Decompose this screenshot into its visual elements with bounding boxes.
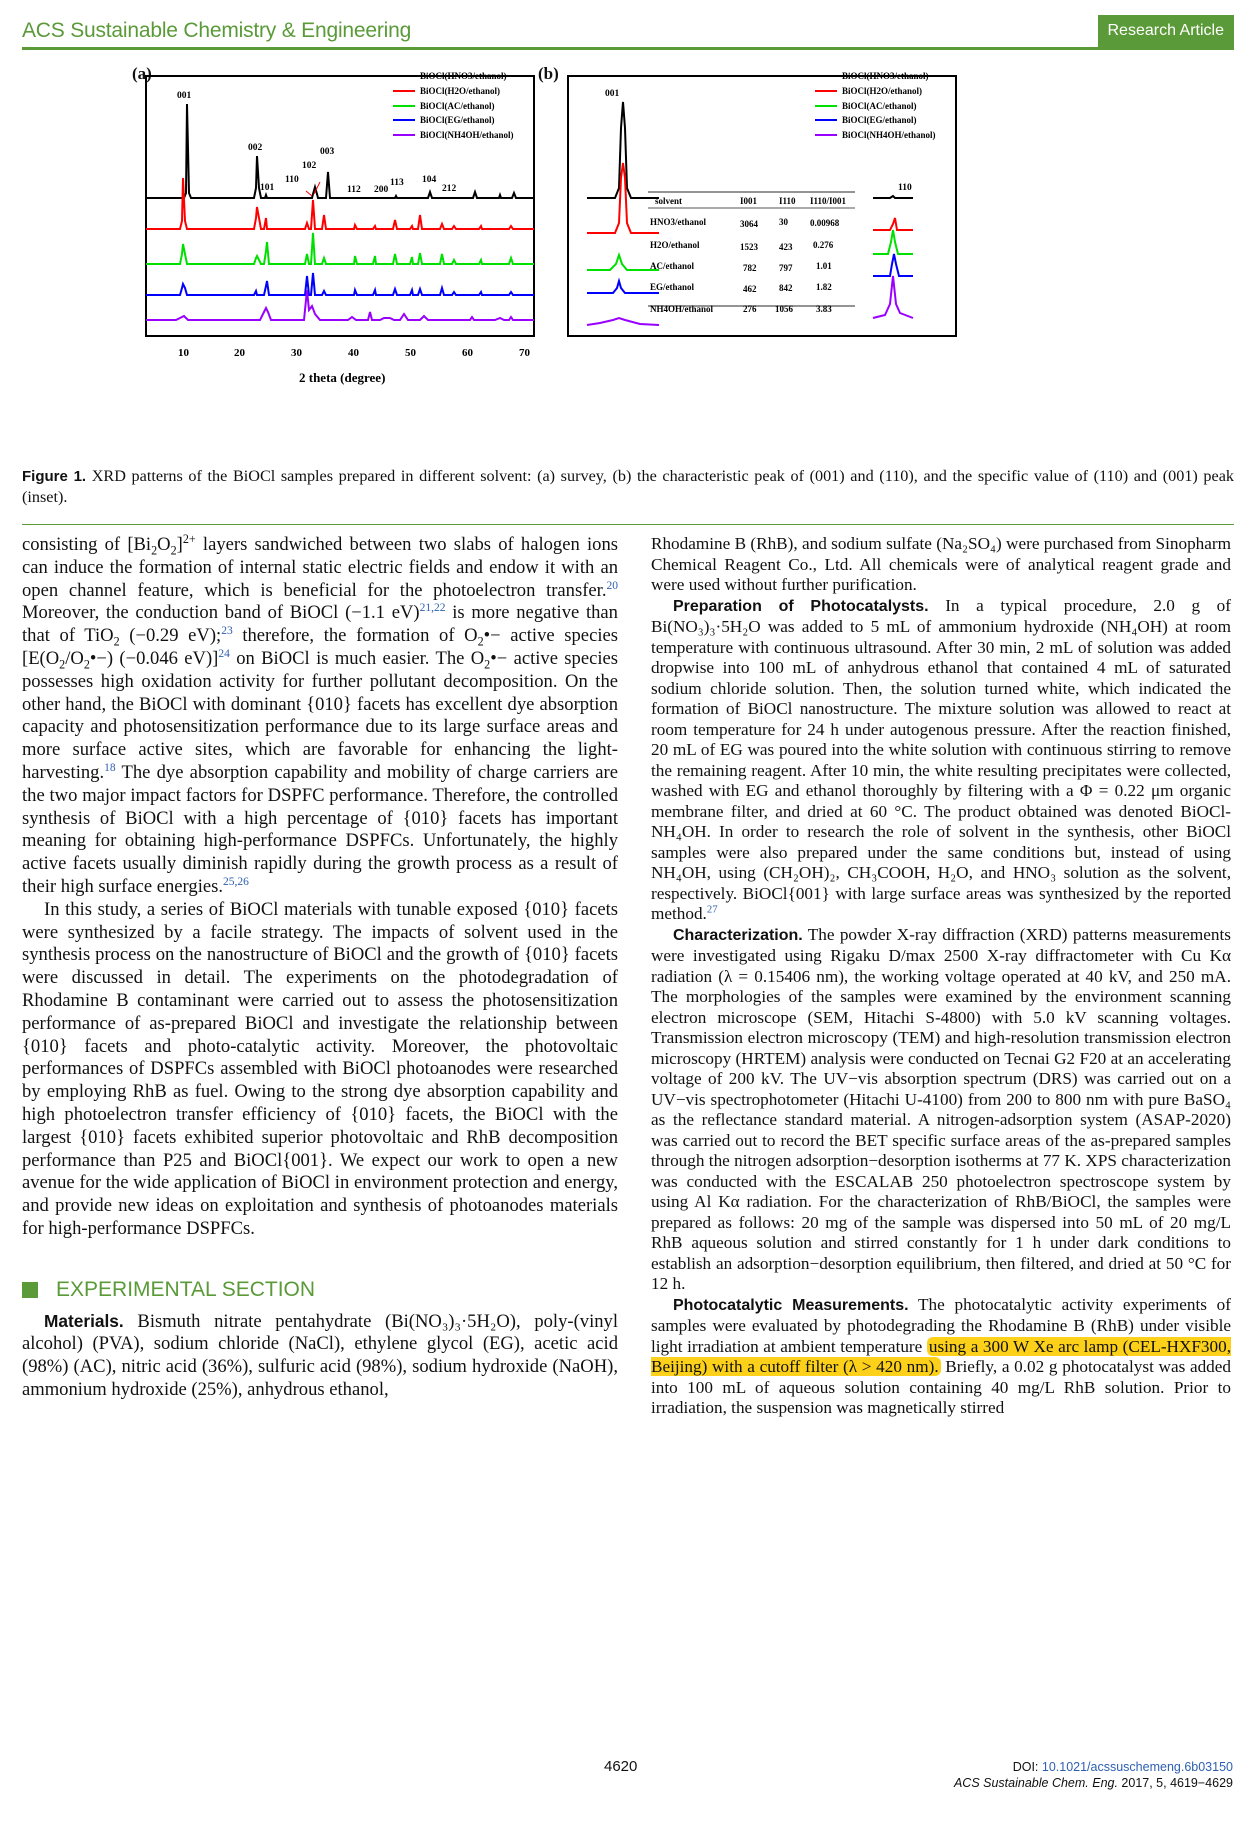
svg-text:0.276: 0.276 bbox=[813, 240, 834, 250]
peak-label-002: 002 bbox=[248, 143, 263, 153]
journal-title: ACS Sustainable Chemistry & Engineering bbox=[22, 19, 412, 42]
caption-text: XRD patterns of the BiOCl samples prepared in different solvent: (a) survey, (b) the characteristic peak of (001) and (110), and the specific value of (110) and (001) peak (inset). bbox=[22, 467, 1234, 506]
svg-text:60: 60 bbox=[462, 347, 473, 359]
citation-link[interactable]: 24 bbox=[218, 647, 230, 660]
svg-text:30: 30 bbox=[779, 217, 788, 227]
figure-caption bbox=[22, 466, 1234, 508]
peak-label-104: 104 bbox=[422, 175, 437, 185]
peak-label-113: 113 bbox=[390, 178, 404, 188]
peak-label-212: 212 bbox=[442, 184, 457, 194]
svg-text:3.83: 3.83 bbox=[816, 304, 832, 314]
svg-text:276: 276 bbox=[743, 304, 757, 314]
svg-text:H2O/ethanol: H2O/ethanol bbox=[650, 240, 700, 250]
svg-text:I001: I001 bbox=[740, 196, 758, 206]
svg-text:462: 462 bbox=[743, 284, 757, 294]
svg-text:BiOCl(HNO3/ethanol): BiOCl(HNO3/ethanol) bbox=[420, 71, 507, 81]
svg-text:797: 797 bbox=[779, 263, 793, 273]
svg-text:782: 782 bbox=[743, 263, 757, 273]
page-header bbox=[22, 18, 1234, 50]
intro-paragraph-1: consisting of $[Bi_2O_2]^{2+}$ layers sandwiched between two slabs of halogen ions can induce the formation of internal static electric fields and endow it with an open channel feature, which is beneficial for the photoelectron transfer.$^{20}$ Moreover, the conduction band of BiOCl (−1.1 eV)$^{21,22}$ is more negative than that of TiO$_2$ (−0.29 eV);$^{23}$ therefore, the formation of $O_2•-$ active species [$E(O_2/O_2•-)$ (−0.046 eV)]$^{24}$ on BiOCl is much easier. The $O_2•-$ active species possesses high oxidation activity for further pollutant decomposition. On the other hand, the BiOCl with dominant {010} facets has excellent dye absorption capacity and photosensitization performance due to its large surface areas and more surface active sites, which are favorable for enhancing the light-harvesting.$^{18}$ The dye absorption capability and mobility of charge carriers are the two major impact factors for DSPFC performance. Therefore, the controlled synthesis of BiOCl with a high percentage of {010} facets has important meaning for obtaining high-performance DSPFCs. Unfortunately, the highly active facets usually diminish rapidly during the growth process as a result of their high surface energies.$^{25,26}$ bbox=[22, 531, 618, 897]
legend-a bbox=[393, 71, 514, 140]
svg-text:EG/ethanol: EG/ethanol bbox=[650, 282, 695, 292]
svg-text:40: 40 bbox=[348, 347, 359, 359]
peak-label-112: 112 bbox=[347, 185, 361, 195]
svg-text:1.82: 1.82 bbox=[816, 282, 832, 292]
svg-text:842: 842 bbox=[779, 283, 793, 293]
svg-text:30: 30 bbox=[291, 347, 302, 359]
caption-divider bbox=[22, 524, 1234, 525]
svg-text:70: 70 bbox=[519, 347, 530, 359]
peak-label-101: 101 bbox=[260, 183, 275, 193]
svg-text:20: 20 bbox=[234, 347, 245, 359]
legend-b bbox=[815, 71, 936, 140]
x-axis-label: 2 theta (degree) bbox=[299, 370, 386, 385]
svg-text:BiOCl(H2O/ethanol): BiOCl(H2O/ethanol) bbox=[842, 86, 923, 96]
svg-text:1056: 1056 bbox=[775, 304, 793, 314]
peak-label-003: 003 bbox=[320, 147, 335, 157]
citation-link[interactable]: 20 bbox=[606, 579, 618, 592]
doi-link[interactable]: 10.1021/acssuschemeng.6b03150 bbox=[1041, 1760, 1233, 1774]
page-number: 4620 bbox=[604, 1758, 638, 1775]
left-column bbox=[22, 531, 618, 1402]
right-column bbox=[651, 534, 1231, 1419]
svg-text:BiOCl(AC/ethanol): BiOCl(AC/ethanol) bbox=[420, 101, 495, 111]
svg-text:10: 10 bbox=[178, 347, 189, 359]
intro-paragraph-2: In this study, a series of BiOCl materials with tunable exposed {010} facets were synthesized by a facile strategy. The impacts of solvent used in the synthesis process on the nanostructure of BiOCl and the growth of {010} facets were discussed in detail. The experiments on the photodegradation of Rhodamine B contaminant were carried out to assess the photosensitization performance of as-prepared BiOCl and investigate the relationship between {010} facets and photo-catalytic activity. Moreover, the photovoltaic performances of DSPFCs assembled with BiOCl photoanodes were researched by employing RhB as fuel. Owing to the strong dye absorption capability and high photoelectron transfer efficiency of {010} facets, the BiOCl with the largest {010} facets exhibited superior photovoltaic and RhB decomposition performance than P25 and BiOCl{001}. We expect our work to open a new avenue for the wide application of BiOCl in environment protection and energy, and provide new ideas on exploitation and synthesis of photoanodes materials for high-performance DSPFCs. bbox=[22, 898, 618, 1239]
caption-label: Figure 1. bbox=[22, 468, 87, 485]
section-heading: EXPERIMENTAL SECTION bbox=[22, 1279, 618, 1302]
peak-label-102: 102 bbox=[302, 161, 317, 171]
svg-text:solvent: solvent bbox=[655, 196, 682, 206]
svg-text:BiOCl(NH4OH/ethanol): BiOCl(NH4OH/ethanol) bbox=[842, 130, 936, 140]
citation-link[interactable]: 27 bbox=[706, 904, 718, 916]
citation-link[interactable]: 21,22 bbox=[419, 602, 446, 615]
peak-label-001: 001 bbox=[177, 91, 192, 101]
peak-label-110: 110 bbox=[285, 175, 299, 185]
citation-link[interactable]: 18 bbox=[104, 761, 116, 774]
footer-citation: DOI: 10.1021/acssuschemeng.6b03150 ACS Sustainable Chem. Eng. 2017, 5, 4619−4629 bbox=[953, 1760, 1233, 1790]
inset-table bbox=[648, 192, 855, 314]
citation-link[interactable]: 23 bbox=[221, 625, 233, 637]
highlighted-text[interactable]: using a 300 W Xe arc lamp (CEL-HXF300, Beijing) with a cutoff filter (λ > 420 nm). bbox=[651, 1336, 1232, 1376]
svg-text:BiOCl(NH4OH/ethanol): BiOCl(NH4OH/ethanol) bbox=[420, 130, 514, 140]
svg-text:BiOCl(HNO3/ethanol): BiOCl(HNO3/ethanol) bbox=[842, 71, 929, 81]
svg-text:110: 110 bbox=[898, 183, 912, 193]
xrd-characteristic-peaks-chart bbox=[565, 68, 960, 340]
citation-link[interactable]: 25,26 bbox=[223, 875, 249, 888]
svg-text:001: 001 bbox=[605, 89, 620, 99]
svg-text:HNO3/ethanol: HNO3/ethanol bbox=[650, 217, 707, 227]
svg-text:423: 423 bbox=[779, 242, 793, 252]
svg-text:AC/ethanol: AC/ethanol bbox=[650, 261, 695, 271]
svg-text:0.00968: 0.00968 bbox=[810, 218, 840, 228]
peak-label-200: 200 bbox=[374, 185, 389, 195]
materials-paragraph: Materials. Bismuth nitrate pentahydrate (Bi(NO₃)₃·5H₂O), poly-(vinyl alcohol) (PVA), sodium chloride (NaCl), ethylene glycol (EG), acetic acid (98%) (AC), nitric acid (36%), sulfuric acid (98%), sodium hydroxide (NaOH), ammonium hydroxide (25%), anhydrous ethanol, bbox=[22, 1310, 618, 1400]
panel-a-label: (a) bbox=[132, 64, 152, 83]
section-square-icon bbox=[22, 1282, 38, 1298]
figure-1 bbox=[132, 64, 1100, 458]
photocatalytic-paragraph: Photocatalytic Measurements. The photocatalytic activity experiments of samples were evaluated by photodegrading the Rhodamine B (RhB) under visible light irradiation at ambient temperature using a 300 W Xe arc lamp (CEL-HXF300, Beijing) with a cutoff filter (λ > 420 nm). Briefly, a 0.02 g photocatalyst was added into 100 mL of aqueous solution containing 40 mg/L RhB solution. Prior to irradiation, the suspension was magnetically stirred bbox=[651, 1294, 1232, 1417]
svg-text:BiOCl(EG/ethanol): BiOCl(EG/ethanol) bbox=[420, 115, 495, 125]
preparation-paragraph: Preparation of Photocatalysts. In a typical procedure, 2.0 g of Bi(NO₃)₃·5H₂O was added to 5 mL of ammonium hydroxide (NH₄OH) at room temperature with continuous ultrasound. After 30 min, 2 mL of solution was added dropwise into 100 mL of anhydrous ethanol that contained 4 mL of saturated sodium chloride solution. Then, the solution turned white, which indicated the formation of BiOCl nanostructure. The mixture solution was allowed to react at room temperature for 24 h under autogenous pressure. After the reaction finished, 20 mL of EG was poured into the white solution with continuous stirring to remove the remaining reagent. After 10 min, the white resulting precipitates were collected, washed with EG and ethanol thoroughly by filtering with a Φ = 0.22 μm organic membrane filter, and dried at 60 °C. The product obtained was denoted BiOCl-NH₄OH. In order to research the role of solvent in the synthesis, other BiOCl samples were also prepared under the same conditions but, instead of using NH₄OH, using (CH₂OH)₂, CH₃COOH, H₂O, and HNO₃ solution as the solvent, respectively. BiOCl{001} with large surface areas was synthesized by the reported method.$^{27}$ bbox=[651, 595, 1231, 923]
xrd-survey-chart bbox=[140, 68, 540, 458]
article-type-badge: Research Article bbox=[1098, 15, 1235, 47]
svg-text:NH4OH/ethanol: NH4OH/ethanol bbox=[650, 304, 714, 314]
characterization-paragraph: Characterization. The powder X-ray diffraction (XRD) patterns measurements were investigated using Rigaku D/max 2500 X-ray diffractometer with Cu Kα radiation (λ = 0.15406 nm), the working voltage operated at 40 kV, and 250 mA. The morphologies of the samples were examined by the environment scanning electron microscope (SEM, Hitachi S-4800) with 5.0 kV scanning voltages. Transmission electron microscopy (TEM) and high-resolution transmission electron microscopy (HRTEM) analysis were conducted on Tecnai G2 F20 at an accelerating voltage of 200 kV. The UV−vis absorption spectrum (DRS) was carried out on a UV−vis spectrophotometer (Hitachi U-4100) from 200 to 800 nm with pure BaSO₄ as the reflectance standard material. A nitrogen-adsorption system (ASAP-2020) was carried out to record the BET specific surface areas of the as-prepared samples through the nitrogen adsorption−desorption isotherms at 77 K. XPS characterization was conducted with the ESCALAB 250 photoelectron spectroscope system by using Al Kα radiation. For the characterization of RhB/BiOCl, the samples were prepared as follows: 20 mg of the sample was dispersed into 50 mL of 20 mg/L RhB aqueous solution and stirred constantly for 1 h under dark conditions to establish an adsorption−desorption equilibrium, then filtered, and dried at 50 °C for 12 h. bbox=[651, 924, 1231, 1293]
svg-text:I110: I110 bbox=[779, 196, 796, 206]
svg-text:BiOCl(AC/ethanol): BiOCl(AC/ethanol) bbox=[842, 101, 917, 111]
panel-b-label: (b) bbox=[538, 64, 559, 83]
svg-text:BiOCl(H2O/ethanol): BiOCl(H2O/ethanol) bbox=[420, 86, 501, 96]
svg-text:1.01: 1.01 bbox=[816, 261, 832, 271]
materials-continued: Rhodamine B (RhB), and sodium sulfate (Na₂SO₄) were purchased from Sinopharm Chemical Reagent Co., Ltd. All chemicals were of analytical reagent grade and were used without further purification. bbox=[651, 534, 1231, 594]
svg-text:BiOCl(EG/ethanol): BiOCl(EG/ethanol) bbox=[842, 115, 917, 125]
x-axis bbox=[178, 347, 531, 385]
svg-text:3064: 3064 bbox=[740, 219, 758, 229]
svg-text:50: 50 bbox=[405, 347, 416, 359]
svg-text:I110/I001: I110/I001 bbox=[810, 196, 847, 206]
svg-text:1523: 1523 bbox=[740, 242, 758, 252]
